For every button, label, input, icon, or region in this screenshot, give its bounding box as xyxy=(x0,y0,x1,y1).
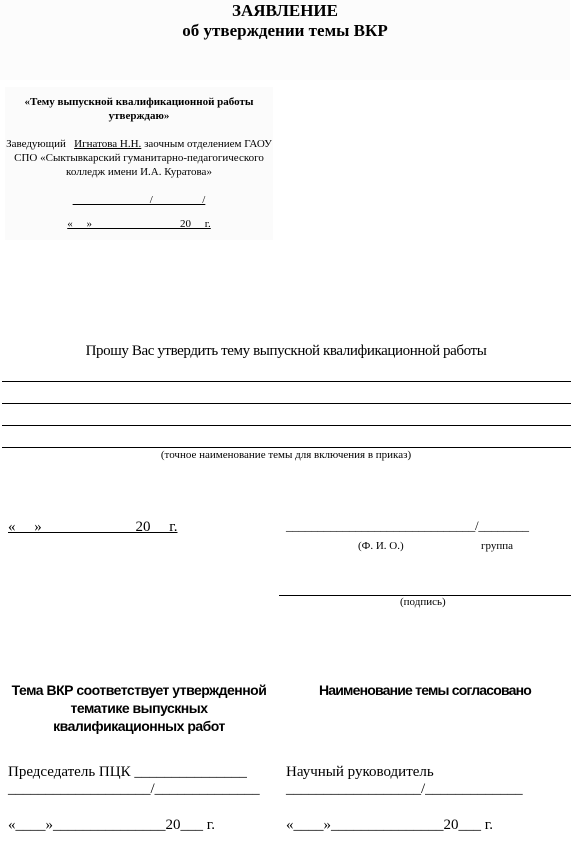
supervisor-date-line[interactable]: «____»_______________20___ г. xyxy=(286,817,493,833)
approval-heading: «Тему выпускной квалификационной работы утверждаю» xyxy=(24,96,254,122)
title-block xyxy=(0,0,570,80)
signature-caption: (подпись) xyxy=(400,596,446,608)
approval-date-line: « » 20 г. xyxy=(67,218,211,230)
fio-caption: (Ф. И. О.) xyxy=(358,540,404,552)
topic-line-1[interactable] xyxy=(2,381,571,382)
document-subtitle: об утверждении темы ВКР xyxy=(182,21,388,40)
topic-line-3[interactable] xyxy=(2,425,571,426)
agreed-heading: Наименование темы согласовано xyxy=(318,682,532,698)
ptsk-heading: Тема ВКР соответствует утвержденной тематике выпускных квалификационных работ xyxy=(11,682,267,734)
position-prefix: Заведующий xyxy=(6,138,66,150)
supervisor-label: Научный руководитель xyxy=(286,764,434,780)
supervisor-signature-line[interactable]: __________________/_____________ xyxy=(286,781,523,797)
request-text: Прошу Вас утвердить тему выпускной квалификационной работы xyxy=(85,343,487,359)
approval-block xyxy=(5,87,273,240)
group-caption: группа xyxy=(481,540,514,552)
approval-position xyxy=(5,137,273,179)
topic-line-2[interactable] xyxy=(2,403,571,404)
topic-line-4[interactable] xyxy=(2,447,571,448)
approval-signature-line: ______________/_________/ xyxy=(72,194,206,206)
chair-signature-line[interactable]: ___________________/______________ xyxy=(8,781,260,797)
fio-group-line[interactable]: ______________________________/________ xyxy=(286,518,529,533)
topic-caption: (точное наименование темы для включения в приказ) xyxy=(160,449,412,461)
document-title: ЗАЯВЛЕНИЕ xyxy=(231,1,338,20)
chair-date-line[interactable]: «____»_______________20___ г. xyxy=(8,817,215,833)
position-text: заочным отделением ГАОУ СПО «Сыктывкарский гуманитарно-педагогического колледж имени И.А. Куратова» xyxy=(14,138,272,178)
chair-label[interactable]: Председатель ПЦК _______________ xyxy=(8,764,247,780)
student-date-line[interactable]: « » 20 г. xyxy=(8,519,178,535)
head-name: Игнатова Н.Н. xyxy=(74,138,142,150)
